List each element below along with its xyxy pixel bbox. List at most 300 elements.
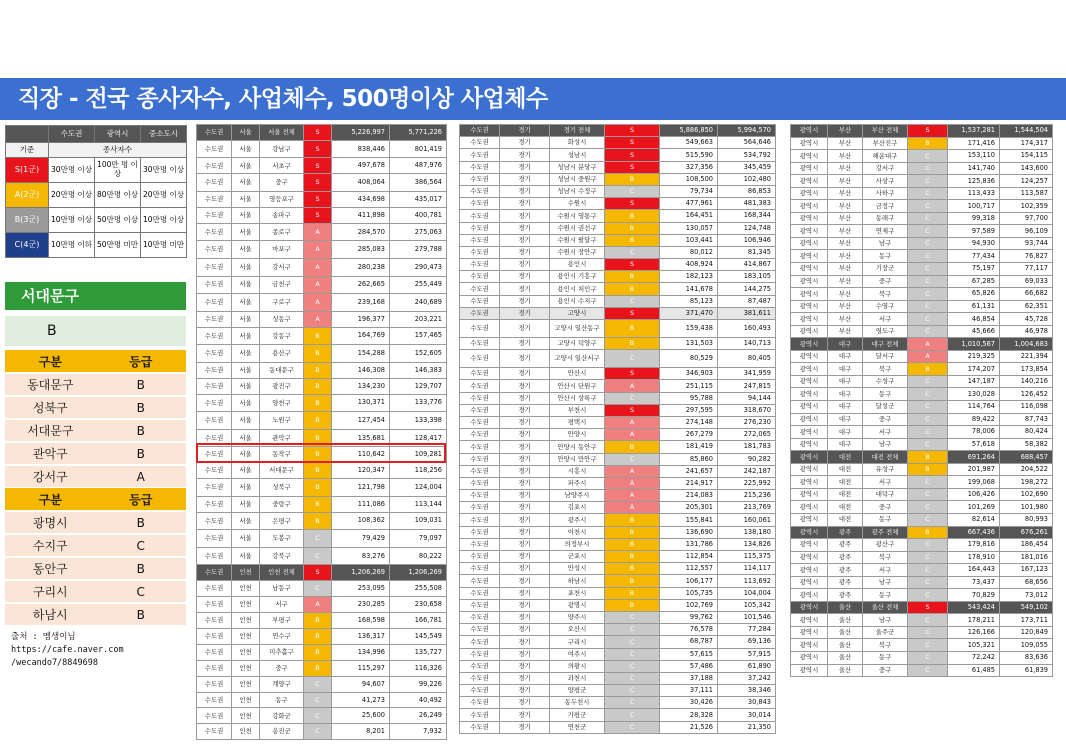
cell-province: 경기 [500,697,550,709]
cell-grade: C [908,150,948,163]
cell-district: 서구 [863,564,908,577]
cell-region-type: 광역시 [791,413,828,426]
cell-district: 연천군 [550,721,605,733]
cell-region-type: 광역시 [791,225,828,238]
cell-district: 종로구 [260,223,304,241]
cell-region-type: 수도권 [197,394,232,412]
table-row [791,589,1053,602]
cell-province: 대구 [828,388,863,401]
cell-district: 광진구 [260,378,304,394]
cell-workers-prev: 73,012 [1000,589,1053,602]
cell-region-type: 수도권 [197,644,232,660]
cell-province: 경기 [500,465,550,477]
cell-workers: 105,735 [660,587,718,599]
cell-province: 경기 [500,307,550,319]
table-row [460,672,776,684]
cell-grade: C [605,672,660,684]
cell-district: 광명시 [550,599,605,611]
cell-province: 경기 [500,137,550,149]
cell-workers-prev: 57,915 [718,648,776,660]
cell-grade: B [304,429,332,447]
cell-grade: A [605,477,660,489]
cell-workers-prev: 113,587 [1000,187,1053,200]
cell-district: 서구 [863,476,908,489]
cell-region-type: 광역시 [791,639,828,652]
cell-grade: C [605,624,660,636]
cell-workers-prev: 135,727 [390,644,447,660]
cell-workers-prev: 37,242 [718,672,776,684]
cell-district: 대전 전체 [863,451,908,464]
cell-district: 고양시 [550,307,605,319]
cell-region-type: 수도권 [460,599,500,611]
cell-district: 동작구 [260,447,304,463]
cell-district: 사상구 [863,175,908,188]
cell-province: 광주 [828,564,863,577]
cell-workers: 25,600 [332,708,390,724]
cell-grade: B [304,327,332,345]
cell-grade: B [304,378,332,394]
cell-district: 가평군 [550,709,605,721]
cell-region-type: 수도권 [197,412,232,430]
cell-region-type: 수도권 [460,271,500,283]
cell-grade: C [908,664,948,677]
cell-district: 은평구 [260,512,304,530]
cell-workers-prev: 106,946 [718,234,776,246]
cell-workers: 112,557 [660,563,718,575]
cell-grade: B [605,441,660,453]
cell-region-type: 광역시 [791,539,828,552]
table-row [197,644,447,660]
cell-district: 오산시 [550,624,605,636]
cell-workers-prev: 93,744 [1000,237,1053,250]
cell-workers-prev: 242,187 [718,465,776,477]
cell-province: 경기 [500,161,550,173]
cell-district: 강서구 [863,162,908,175]
cell-province: 경기 [500,283,550,295]
grade-value: B [96,557,187,580]
cell-district: 남구 [863,576,908,589]
cell-workers: 77,434 [948,250,1000,263]
cell-district: 용인시 처인구 [550,283,605,295]
cell-grade: C [908,614,948,627]
cell-grade: C [605,636,660,648]
cell-workers: 178,910 [948,551,1000,564]
cell-region-type: 광역시 [791,375,828,388]
table-row [791,162,1053,175]
cell-workers: 73,437 [948,576,1000,589]
cell-province: 경기 [500,338,550,350]
table-row [197,660,447,676]
cell-province: 광주 [828,589,863,602]
cell-workers: 141,740 [948,162,1000,175]
cell-district: 용인시 [550,259,605,271]
cell-workers-prev: 77,117 [1000,263,1053,276]
cell-province: 서울 [232,276,260,294]
cell-workers-prev: 40,492 [390,692,447,708]
source-url-path: /wecando7/8849698 [11,658,98,668]
table-row [791,576,1053,589]
cell-province: 경기 [500,514,550,526]
cell-workers-prev: 146,383 [390,362,447,378]
cell-province: 서울 [232,207,260,223]
gyeonggi-table [459,124,776,734]
legend-criteria-value: 종사자수 [49,143,187,158]
cell-workers-prev: 247,815 [718,380,776,392]
cell-workers: 136,317 [332,628,390,644]
cell-workers-prev: 7,932 [390,724,447,740]
cell-district: 관악구 [260,429,304,447]
cell-province: 서울 [232,345,260,363]
cell-workers: 178,211 [948,614,1000,627]
grade-value: B [96,419,187,442]
cell-province: 부산 [828,300,863,313]
cell-workers-prev: 173,711 [1000,614,1053,627]
cell-workers: 70,829 [948,589,1000,602]
legend-grade-s: S(1군) [6,158,49,183]
cell-workers-prev: 143,600 [1000,162,1053,175]
cell-workers-prev: 21,350 [718,721,776,733]
legend-cell: 80만명 이상 [95,183,141,208]
cell-workers: 5,226,997 [332,125,390,141]
table-row [460,222,776,234]
cell-region-type: 수도권 [197,125,232,141]
cell-grade: B [605,210,660,222]
table-row [460,295,776,307]
cell-workers: 80,529 [660,350,718,368]
cell-grade: C [605,350,660,368]
cell-province: 경기 [500,490,550,502]
table-row [197,512,447,530]
cell-grade: C [908,375,948,388]
cell-province: 서울 [232,429,260,447]
cell-workers-prev: 87,487 [718,295,776,307]
table-row [197,125,447,141]
cell-province: 서울 [232,530,260,548]
cell-province: 경기 [500,575,550,587]
source-author: 출처 : 멤생이님 [11,632,76,642]
table-row [460,161,776,173]
cell-district: 고양시 덕양구 [550,338,605,350]
cell-region-type: 광역시 [791,300,828,313]
cell-grade: C [908,401,948,414]
cell-region-type: 수도권 [197,463,232,479]
seoul-incheon-table [196,124,447,740]
cell-district: 수원시 권선구 [550,222,605,234]
cell-province: 경기 [500,246,550,258]
cell-grade: C [908,488,948,501]
cell-province: 부산 [828,137,863,150]
cell-grade: S [304,125,332,141]
legend-header-metro: 광역시 [95,126,141,143]
cell-district: 계양구 [260,676,304,692]
cell-workers-prev: 80,405 [718,350,776,368]
legend-header-blank [6,126,49,143]
cell-workers: 85,860 [660,453,718,465]
cell-province: 경기 [500,429,550,441]
cell-workers-prev: 61,839 [1000,664,1053,677]
cell-region-type: 수도권 [460,611,500,623]
table-row [460,307,776,319]
cell-province: 서울 [232,327,260,345]
cell-region-type: 수도권 [460,441,500,453]
cell-district: 동래구 [863,212,908,225]
cell-workers-prev: 102,359 [1000,200,1053,213]
cell-district: 이천시 [550,526,605,538]
cell-workers-prev: 221,394 [1000,350,1053,363]
source-url: https://cafe.naver.com [11,645,124,655]
cell-province: 서울 [232,463,260,479]
table-row [460,721,776,733]
cell-grade: S [304,207,332,223]
cell-workers-prev: 30,014 [718,709,776,721]
cell-district: 안산시 [550,368,605,380]
cell-district: 중구 [863,501,908,514]
cell-workers-prev: 87,743 [1000,413,1053,426]
cell-workers: 103,441 [660,234,718,246]
cell-region-type: 수도권 [460,149,500,161]
cell-grade: C [605,709,660,721]
cell-grade: S [605,149,660,161]
cell-region-type: 광역시 [791,476,828,489]
cell-workers-prev: 1,206,269 [390,565,447,581]
cell-region-type: 광역시 [791,576,828,589]
cell-district: 안양시 만안구 [550,453,605,465]
table-row [460,392,776,404]
cell-workers-prev: 386,564 [390,174,447,192]
table-row [791,451,1053,464]
cell-workers-prev: 69,136 [718,636,776,648]
cell-district: 강동구 [260,327,304,345]
cell-district: 동구 [863,250,908,263]
cell-workers-prev: 83,636 [1000,651,1053,664]
table-row [197,378,447,394]
table-row [197,158,447,174]
cell-workers: 181,419 [660,441,718,453]
cell-grade: B [304,512,332,530]
cell-province: 부산 [828,313,863,326]
table-row [791,325,1053,338]
cell-workers: 114,764 [948,401,1000,414]
cell-region-type: 광역시 [791,212,828,225]
table-row [197,394,447,412]
cell-workers: 80,012 [660,246,718,258]
cell-district: 용산구 [260,345,304,363]
table-row [791,150,1053,163]
table-row [791,338,1053,351]
cell-workers: 72,242 [948,651,1000,664]
table-row [791,263,1053,276]
table-row [791,225,1053,238]
cell-region-type: 수도권 [460,125,500,137]
table-row [791,350,1053,363]
cell-district: 성남시 중원구 [550,173,605,185]
cell-workers-prev: 203,221 [390,311,447,327]
cell-district: 금정구 [863,200,908,213]
selected-region-grade: B [5,316,186,346]
cell-region-type: 수도권 [197,241,232,259]
cell-workers-prev: 102,480 [718,173,776,185]
cell-region-type: 광역시 [791,325,828,338]
table-row [460,246,776,258]
cell-province: 대구 [828,401,863,414]
cell-grade: B [304,660,332,676]
cell-region-type: 수도권 [197,158,232,174]
cell-region-type: 수도권 [197,327,232,345]
table-row [791,626,1053,639]
cell-region-type: 광역시 [791,125,828,138]
cell-province: 서울 [232,158,260,174]
cell-grade: B [908,363,948,376]
cell-workers-prev: 102,690 [1000,488,1053,501]
table-row [197,276,447,294]
legend-cell: 10만명 이상 [49,208,95,233]
table-row [197,708,447,724]
cell-workers-prev: 688,457 [1000,451,1053,464]
cell-workers-prev: 255,449 [390,276,447,294]
table-row [791,401,1053,414]
cell-province: 경기 [500,599,550,611]
cell-workers-prev: 181,783 [718,441,776,453]
cell-grade: C [605,246,660,258]
grade-criteria-legend [5,125,187,258]
cell-region-type: 수도권 [460,295,500,307]
cell-grade: S [908,601,948,614]
cell-province: 경기 [500,636,550,648]
cell-grade: C [605,721,660,733]
cell-grade: B [605,538,660,550]
cell-grade: S [304,158,332,174]
cell-workers-prev: 481,383 [718,198,776,210]
cell-district: 대덕구 [863,488,908,501]
cell-workers-prev: 198,272 [1000,476,1053,489]
table-row [197,565,447,581]
cell-province: 부산 [828,200,863,213]
cell-district: 옹진군 [260,724,304,740]
cell-workers: 346,903 [660,368,718,380]
cell-province: 대전 [828,451,863,464]
cell-workers: 57,615 [660,648,718,660]
cell-workers: 41,273 [332,692,390,708]
cell-region-type: 광역시 [791,426,828,439]
cell-workers: 274,148 [660,416,718,428]
grade-region: 광명시 [5,511,96,534]
cell-district: 김포시 [550,502,605,514]
cell-workers-prev: 133,398 [390,412,447,430]
cell-grade: S [605,368,660,380]
table-row [197,412,447,430]
table-row [791,614,1053,627]
cell-workers-prev: 5,994,570 [718,125,776,137]
cell-region-type: 광역시 [791,263,828,276]
cell-workers-prev: 549,102 [1000,601,1053,614]
grade-table-header-region: 구분 [5,350,96,373]
cell-province: 서울 [232,496,260,512]
cell-region-type: 수도권 [197,660,232,676]
cell-grade: C [908,501,948,514]
cell-workers-prev: 279,788 [390,241,447,259]
cell-district: 대구 전체 [863,338,908,351]
cell-workers: 130,371 [332,394,390,412]
table-row [791,275,1053,288]
cell-district: 연수구 [260,628,304,644]
cell-district: 광주 전체 [863,526,908,539]
grade-region: 하남시 [5,603,96,626]
cell-district: 강남구 [260,140,304,158]
table-row [460,185,776,197]
cell-region-type: 수도권 [197,613,232,629]
table-row [791,639,1053,652]
table-row [197,479,447,497]
cell-workers-prev: 45,728 [1000,313,1053,326]
cell-workers-prev: 225,992 [718,477,776,489]
cell-region-type: 수도권 [460,137,500,149]
cell-district: 서울 전체 [260,125,304,141]
cell-workers: 131,786 [660,538,718,550]
cell-region-type: 수도권 [460,404,500,416]
table-row [791,175,1053,188]
cell-workers-prev: 96,109 [1000,225,1053,238]
cell-workers-prev: 215,236 [718,490,776,502]
cell-grade: A [304,276,332,294]
cell-grade: C [908,426,948,439]
cell-workers-prev: 94,144 [718,392,776,404]
cell-workers: 121,798 [332,479,390,497]
cell-workers-prev: 345,459 [718,161,776,173]
cell-workers: 691,264 [948,451,1000,464]
cell-province: 경기 [500,502,550,514]
cell-province: 경기 [500,477,550,489]
cell-district: 중구 [863,275,908,288]
cell-workers-prev: 101,546 [718,611,776,623]
cell-workers-prev: 58,382 [1000,438,1053,451]
cell-district: 하남시 [550,575,605,587]
cell-district: 동두천시 [550,697,605,709]
table-row [460,599,776,611]
cell-grade: S [304,191,332,207]
cell-grade: S [605,137,660,149]
cell-grade: B [605,338,660,350]
cell-province: 대구 [828,338,863,351]
cell-district: 유성구 [863,463,908,476]
cell-district: 중구 [260,174,304,192]
cell-grade: C [304,530,332,548]
table-row [791,313,1053,326]
cell-grade: C [908,651,948,664]
cell-province: 부산 [828,175,863,188]
cell-region-type: 수도권 [460,685,500,697]
cell-workers-prev: 113,144 [390,496,447,512]
cell-region-type: 광역시 [791,463,828,476]
cell-province: 울산 [828,664,863,677]
cell-district: 중구 [863,413,908,426]
cell-region-type: 광역시 [791,150,828,163]
table-row [791,463,1053,476]
table-row [791,438,1053,451]
cell-workers: 153,110 [948,150,1000,163]
cell-workers-prev: 174,317 [1000,137,1053,150]
cell-district: 양평군 [550,685,605,697]
cell-workers: 61,485 [948,664,1000,677]
table-row [460,173,776,185]
table-row [460,611,776,623]
cell-province: 부산 [828,237,863,250]
cell-workers: 241,657 [660,465,718,477]
cell-grade: C [304,708,332,724]
cell-workers: 8,201 [332,724,390,740]
grade-value: B [96,442,187,465]
table-row [460,575,776,587]
cell-district: 고양시 일산동구 [550,320,605,338]
